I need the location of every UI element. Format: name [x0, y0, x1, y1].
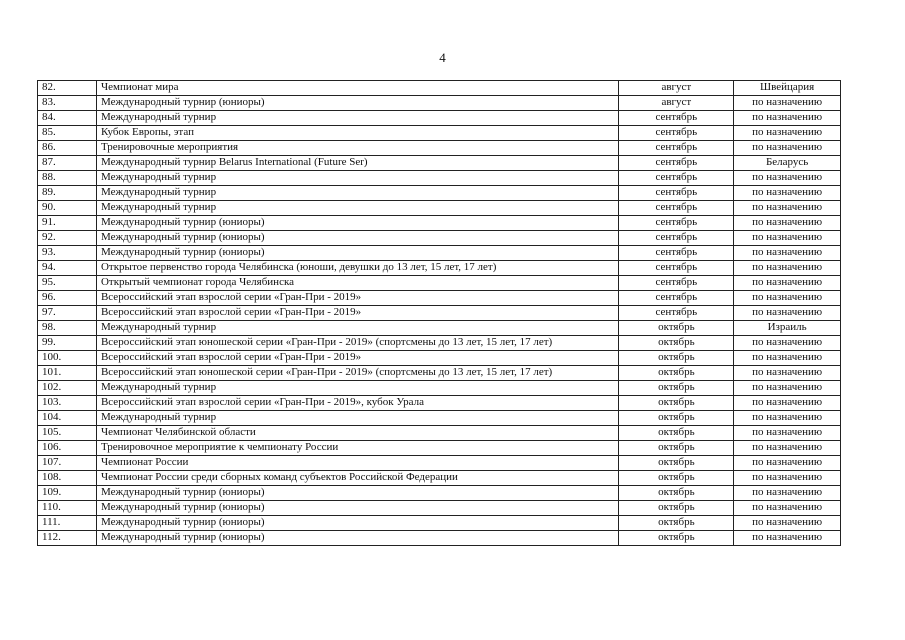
- event-place: по назначению: [734, 141, 841, 156]
- event-month: август: [619, 96, 734, 111]
- event-name: Международный турнир: [96, 411, 618, 426]
- event-name: Всероссийский этап юношеской серии «Гран-При - 2019» (спортсмены до 13 лет, 15 лет, 17 лет): [96, 366, 618, 381]
- event-name: Международный турнир: [96, 186, 618, 201]
- event-place: по назначению: [734, 441, 841, 456]
- table-row: [38, 261, 841, 276]
- row-number: 105.: [38, 426, 97, 441]
- row-number: 83.: [38, 96, 97, 111]
- table-row: [38, 486, 841, 501]
- table-row: [38, 366, 841, 381]
- event-month: октябрь: [619, 486, 734, 501]
- row-number: 96.: [38, 291, 97, 306]
- row-number: 93.: [38, 246, 97, 261]
- event-name: Всероссийский этап взрослой серии «Гран-При - 2019»: [96, 306, 618, 321]
- event-month: октябрь: [619, 471, 734, 486]
- event-name: Международный турнир (юниоры): [96, 246, 618, 261]
- event-place: по назначению: [734, 201, 841, 216]
- event-name: Международный турнир (юниоры): [96, 516, 618, 531]
- row-number: 106.: [38, 441, 97, 456]
- event-name: Чемпионат России среди сборных команд субъектов Российской Федерации: [96, 471, 618, 486]
- row-number: 85.: [38, 126, 97, 141]
- row-number: 91.: [38, 216, 97, 231]
- event-place: по назначению: [734, 126, 841, 141]
- event-place: Беларусь: [734, 156, 841, 171]
- row-number: 86.: [38, 141, 97, 156]
- row-number: 97.: [38, 306, 97, 321]
- event-name: Чемпионат Челябинской области: [96, 426, 618, 441]
- event-name: Международный турнир (юниоры): [96, 531, 618, 546]
- event-place: по назначению: [734, 531, 841, 546]
- event-month: сентябрь: [619, 171, 734, 186]
- table-row: [38, 291, 841, 306]
- event-month: октябрь: [619, 351, 734, 366]
- row-number: 108.: [38, 471, 97, 486]
- event-place: по назначению: [734, 246, 841, 261]
- table-row: [38, 156, 841, 171]
- event-name: Международный турнир: [96, 381, 618, 396]
- event-place: по назначению: [734, 111, 841, 126]
- row-number: 101.: [38, 366, 97, 381]
- event-name: Кубок Европы, этап: [96, 126, 618, 141]
- table-row: [38, 96, 841, 111]
- event-name: Всероссийский этап взрослой серии «Гран-При - 2019», кубок Урала: [96, 396, 618, 411]
- event-name: Международный турнир Belarus International (Future Ser): [96, 156, 618, 171]
- event-name: Международный турнир: [96, 321, 618, 336]
- table-row: [38, 426, 841, 441]
- event-place: по назначению: [734, 381, 841, 396]
- event-month: октябрь: [619, 381, 734, 396]
- event-place: по назначению: [734, 501, 841, 516]
- event-place: по назначению: [734, 396, 841, 411]
- page-number: 4: [439, 50, 446, 65]
- row-number: 89.: [38, 186, 97, 201]
- table-row: [38, 231, 841, 246]
- event-name: Тренировочные мероприятия: [96, 141, 618, 156]
- event-name: Всероссийский этап юношеской серии «Гран-При - 2019» (спортсмены до 13 лет, 15 лет, 17 лет): [96, 336, 618, 351]
- event-month: октябрь: [619, 456, 734, 471]
- row-number: 82.: [38, 81, 97, 96]
- event-month: сентябрь: [619, 141, 734, 156]
- event-place: Израиль: [734, 321, 841, 336]
- event-month: сентябрь: [619, 306, 734, 321]
- event-name: Международный турнир (юниоры): [96, 501, 618, 516]
- table-row: [38, 396, 841, 411]
- row-number: 87.: [38, 156, 97, 171]
- event-place: по назначению: [734, 336, 841, 351]
- event-name: Тренировочное мероприятие к чемпионату России: [96, 441, 618, 456]
- table-row: [38, 126, 841, 141]
- event-place: по назначению: [734, 291, 841, 306]
- row-number: 88.: [38, 171, 97, 186]
- event-place: по назначению: [734, 186, 841, 201]
- table-row: [38, 471, 841, 486]
- event-name: Всероссийский этап взрослой серии «Гран-При - 2019»: [96, 291, 618, 306]
- event-name: Чемпионат мира: [96, 81, 618, 96]
- table-row: [38, 501, 841, 516]
- event-month: октябрь: [619, 336, 734, 351]
- event-month: октябрь: [619, 321, 734, 336]
- row-number: 95.: [38, 276, 97, 291]
- event-month: октябрь: [619, 531, 734, 546]
- row-number: 84.: [38, 111, 97, 126]
- row-number: 98.: [38, 321, 97, 336]
- event-month: октябрь: [619, 396, 734, 411]
- event-month: октябрь: [619, 426, 734, 441]
- event-place: по назначению: [734, 96, 841, 111]
- table-row: [38, 201, 841, 216]
- table-row: [38, 276, 841, 291]
- event-place: по назначению: [734, 486, 841, 501]
- event-month: сентябрь: [619, 231, 734, 246]
- event-month: сентябрь: [619, 216, 734, 231]
- table-row: [38, 456, 841, 471]
- row-number: 90.: [38, 201, 97, 216]
- row-number: 107.: [38, 456, 97, 471]
- event-month: август: [619, 81, 734, 96]
- table-row: [38, 411, 841, 426]
- event-month: сентябрь: [619, 246, 734, 261]
- event-month: октябрь: [619, 516, 734, 531]
- event-place: по назначению: [734, 216, 841, 231]
- table-row: [38, 336, 841, 351]
- event-place: по назначению: [734, 306, 841, 321]
- row-number: 103.: [38, 396, 97, 411]
- event-month: сентябрь: [619, 291, 734, 306]
- table-row: [38, 246, 841, 261]
- event-place: по назначению: [734, 456, 841, 471]
- table-row: [38, 171, 841, 186]
- row-number: 109.: [38, 486, 97, 501]
- row-number: 94.: [38, 261, 97, 276]
- event-place: по назначению: [734, 471, 841, 486]
- event-month: октябрь: [619, 366, 734, 381]
- event-month: октябрь: [619, 501, 734, 516]
- event-month: сентябрь: [619, 186, 734, 201]
- event-name: Чемпионат России: [96, 456, 618, 471]
- table-row: [38, 516, 841, 531]
- event-place: по назначению: [734, 351, 841, 366]
- table-row: [38, 141, 841, 156]
- event-month: сентябрь: [619, 126, 734, 141]
- table-row: [38, 186, 841, 201]
- table-row: [38, 321, 841, 336]
- event-name: Международный турнир (юниоры): [96, 486, 618, 501]
- event-place: Швейцария: [734, 81, 841, 96]
- table-row: [38, 81, 841, 96]
- table-row: [38, 381, 841, 396]
- event-month: октябрь: [619, 441, 734, 456]
- event-place: по назначению: [734, 411, 841, 426]
- event-month: сентябрь: [619, 261, 734, 276]
- event-place: по назначению: [734, 276, 841, 291]
- event-place: по назначению: [734, 261, 841, 276]
- row-number: 104.: [38, 411, 97, 426]
- event-name: Международный турнир (юниоры): [96, 96, 618, 111]
- table-row: [38, 351, 841, 366]
- table-row: [38, 306, 841, 321]
- row-number: 100.: [38, 351, 97, 366]
- event-month: сентябрь: [619, 111, 734, 126]
- event-place: по назначению: [734, 426, 841, 441]
- event-month: сентябрь: [619, 201, 734, 216]
- event-name: Международный турнир: [96, 201, 618, 216]
- event-month: сентябрь: [619, 156, 734, 171]
- table-row: [38, 111, 841, 126]
- row-number: 112.: [38, 531, 97, 546]
- row-number: 92.: [38, 231, 97, 246]
- event-place: по назначению: [734, 366, 841, 381]
- event-place: по назначению: [734, 171, 841, 186]
- events-table-body: [38, 81, 841, 546]
- event-name: Международный турнир (юниоры): [96, 216, 618, 231]
- row-number: 102.: [38, 381, 97, 396]
- event-name: Международный турнир (юниоры): [96, 231, 618, 246]
- event-place: по назначению: [734, 516, 841, 531]
- events-table: [37, 80, 841, 546]
- event-name: Международный турнир: [96, 111, 618, 126]
- event-name: Открытый чемпионат города Челябинска: [96, 276, 618, 291]
- table-row: [38, 216, 841, 231]
- event-month: октябрь: [619, 411, 734, 426]
- event-name: Открытое первенство города Челябинска (юноши, девушки до 13 лет, 15 лет, 17 лет): [96, 261, 618, 276]
- table-row: [38, 531, 841, 546]
- table-row: [38, 441, 841, 456]
- row-number: 110.: [38, 501, 97, 516]
- row-number: 99.: [38, 336, 97, 351]
- event-place: по назначению: [734, 231, 841, 246]
- event-name: Международный турнир: [96, 171, 618, 186]
- event-month: сентябрь: [619, 276, 734, 291]
- row-number: 111.: [38, 516, 97, 531]
- event-name: Всероссийский этап взрослой серии «Гран-При - 2019»: [96, 351, 618, 366]
